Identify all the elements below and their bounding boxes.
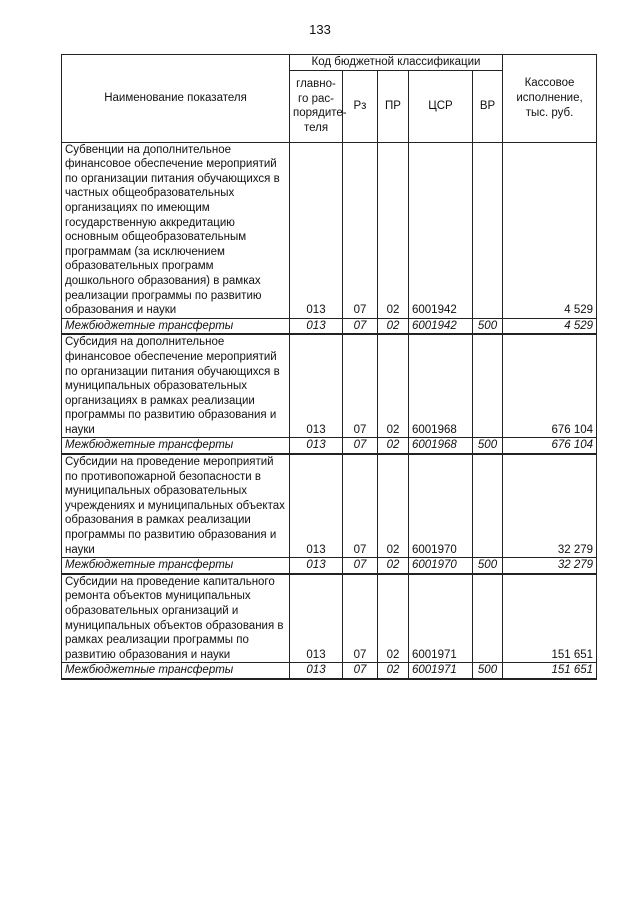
row-gr: 013 (290, 334, 343, 438)
subrow-amount: 4 529 (503, 318, 597, 334)
row-pr: 02 (378, 574, 409, 663)
table-row (62, 142, 597, 318)
row-vr (473, 142, 503, 318)
row-amount: 151 651 (503, 574, 597, 663)
row-rz: 07 (343, 574, 378, 663)
subrow-pr: 02 (378, 438, 409, 454)
subrow-pr: 02 (378, 558, 409, 574)
subrow-rz: 07 (343, 663, 378, 679)
row-amount: 4 529 (503, 142, 597, 318)
table-subrow (62, 318, 597, 334)
header-rz: Рз (343, 70, 378, 142)
row-name: Субсидии на проведение мероприятий по противопожарной безопасности в муниципальных образовательных учреждениях и муниципальных объектах образования в рамках реализации программы по развитию образования и науки (62, 454, 290, 558)
row-vr (473, 334, 503, 438)
row-gr: 013 (290, 142, 343, 318)
subrow-amount: 32 279 (503, 558, 597, 574)
subrow-csr: 6001970 (409, 558, 473, 574)
subrow-rz: 07 (343, 438, 378, 454)
subrow-pr: 02 (378, 663, 409, 679)
subrow-vr: 500 (473, 663, 503, 679)
subrow-gr: 013 (290, 558, 343, 574)
row-csr: 6001970 (409, 454, 473, 558)
subrow-csr: 6001968 (409, 438, 473, 454)
row-pr: 02 (378, 334, 409, 438)
subrow-name: Межбюджетные трансферты (62, 318, 290, 334)
subrow-csr: 6001942 (409, 318, 473, 334)
subrow-vr: 500 (473, 438, 503, 454)
subrow-vr: 500 (473, 318, 503, 334)
row-rz: 07 (343, 334, 378, 438)
table-row (62, 454, 597, 558)
subrow-csr: 6001971 (409, 663, 473, 679)
page-number: 133 (309, 22, 331, 37)
subrow-rz: 07 (343, 318, 378, 334)
subrow-rz: 07 (343, 558, 378, 574)
subrow-gr: 013 (290, 663, 343, 679)
row-gr: 013 (290, 454, 343, 558)
table-subrow (62, 438, 597, 454)
header-pr: ПР (378, 70, 409, 142)
row-name: Субсидия на дополнительное финансовое обеспечение мероприятий по организации питания обучающихся в муниципальных образовательных организациях в рамках реализации программы по развитию образования и науки (62, 334, 290, 438)
row-pr: 02 (378, 454, 409, 558)
subrow-amount: 151 651 (503, 663, 597, 679)
subrow-name: Межбюджетные трансферты (62, 663, 290, 679)
subrow-gr: 013 (290, 438, 343, 454)
header-classification: Код бюджетной классификации (290, 55, 503, 71)
row-name: Субвенции на дополнительное финансовое обеспечение мероприятий по организации питания обучающихся в частных общеобразовательных организациях по имеющим государственную аккредитацию основным общеобразовательным программам (за исключением образовательных программ дошкольного образования) в рамках реализации программы по развитию образования и науки (62, 142, 290, 318)
header-amount: Кассовое исполнение, тыс. руб. (503, 55, 597, 143)
row-csr: 6001942 (409, 142, 473, 318)
row-csr: 6001968 (409, 334, 473, 438)
subrow-gr: 013 (290, 318, 343, 334)
row-amount: 32 279 (503, 454, 597, 558)
subrow-amount: 676 104 (503, 438, 597, 454)
row-rz: 07 (343, 454, 378, 558)
row-gr: 013 (290, 574, 343, 663)
row-csr: 6001971 (409, 574, 473, 663)
row-name: Субсидии на проведение капитального ремонта объектов муниципальных образовательных организаций и муниципальных объектов образования в рамках реализации программы по развитию образования и науки (62, 574, 290, 663)
row-vr (473, 454, 503, 558)
budget-table (61, 54, 597, 680)
table-subrow (62, 558, 597, 574)
header-name: Наименование показателя (62, 55, 290, 143)
row-pr: 02 (378, 142, 409, 318)
table-subrow (62, 663, 597, 679)
subrow-name: Межбюджетные трансферты (62, 438, 290, 454)
header-csr: ЦСР (409, 70, 473, 142)
table-row (62, 334, 597, 438)
row-amount: 676 104 (503, 334, 597, 438)
header-vr: ВР (473, 70, 503, 142)
subrow-vr: 500 (473, 558, 503, 574)
table-row (62, 574, 597, 663)
row-vr (473, 574, 503, 663)
header-gr: главно-го рас-порядите-теля (290, 70, 343, 142)
row-rz: 07 (343, 142, 378, 318)
subrow-name: Межбюджетные трансферты (62, 558, 290, 574)
subrow-pr: 02 (378, 318, 409, 334)
